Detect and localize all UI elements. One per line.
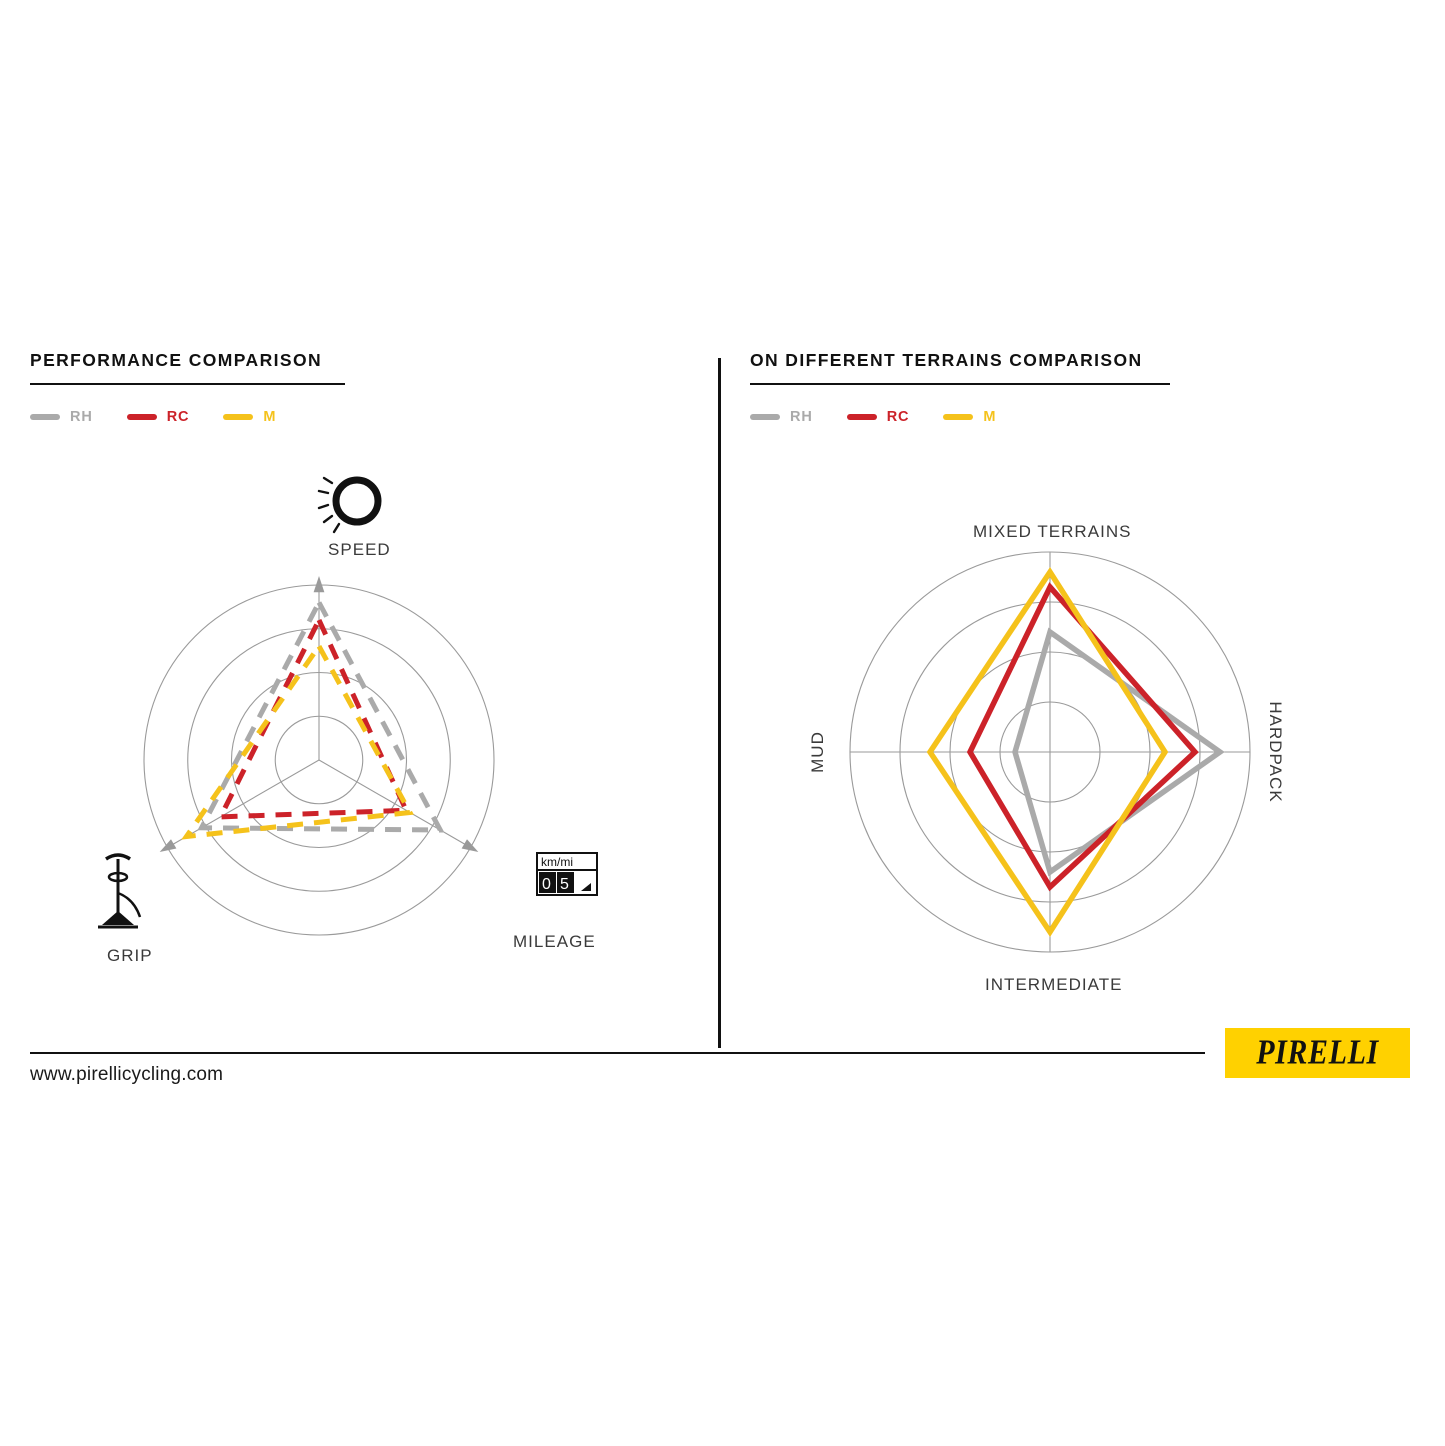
legend-swatch-rc-terrains	[847, 414, 877, 420]
axis-label-speed: SPEED	[328, 540, 391, 559]
performance-radar-svg	[40, 455, 680, 1015]
legend-swatch-m	[223, 414, 253, 420]
svg-text:km/mi: km/mi	[541, 855, 573, 869]
performance-comparison-panel	[30, 350, 690, 427]
radar-chart-performance	[40, 455, 680, 1015]
legend-item-rc[interactable]	[127, 409, 190, 425]
axis-arrow	[160, 839, 177, 852]
legend-swatch-rc	[127, 414, 157, 420]
svg-text:0: 0	[542, 876, 551, 893]
axis-label-mileage: MILEAGE	[513, 932, 596, 951]
legend-item-m-terrains[interactable]	[943, 409, 996, 425]
panel-title-performance: PERFORMANCE COMPARISON	[30, 350, 345, 385]
svg-text:5: 5	[560, 876, 569, 893]
legend-swatch-m-terrains	[943, 414, 973, 420]
legend-swatch-rh	[30, 414, 60, 420]
axis-label-grip: GRIP	[107, 946, 153, 965]
axis-arrow	[314, 576, 325, 592]
tire-icon	[319, 478, 378, 532]
panel-title-terrains: ON DIFFERENT TERRAINS COMPARISON	[750, 350, 1170, 385]
pirelli-logo-text: PIRELLI	[1256, 1033, 1379, 1072]
legend-label-m: M	[263, 409, 277, 425]
axis-spoke	[319, 760, 471, 848]
axis-label-hardpack: HARDPACK	[1266, 701, 1285, 803]
axis-label-mixed-terrains: MIXED TERRAINS	[973, 522, 1132, 541]
radar-series-performance	[186, 603, 440, 837]
axis-label-intermediate: INTERMEDIATE	[985, 975, 1123, 994]
legend-label-rc: RC	[166, 409, 190, 425]
legend-performance	[30, 407, 690, 427]
legend-label-rh-terrains: RH	[790, 409, 813, 425]
legend-swatch-rh-terrains	[750, 414, 780, 420]
pirelli-logo	[1225, 1028, 1410, 1078]
terrains-comparison-panel	[750, 350, 1410, 427]
panel-divider	[718, 358, 721, 1048]
terrains-radar-svg	[760, 455, 1400, 1015]
website-url[interactable]: www.pirellicycling.com	[30, 1064, 224, 1085]
legend-label-m-terrains: M	[983, 409, 997, 425]
legend-label-rh: RH	[70, 409, 93, 425]
legend-item-m[interactable]	[223, 409, 276, 425]
legend-terrains	[750, 407, 1410, 427]
legend-item-rc-terrains[interactable]	[847, 409, 910, 425]
radar-axes-terrains	[850, 552, 1250, 952]
series-polygon-rc	[970, 587, 1195, 887]
legend-item-rh-terrains[interactable]	[750, 409, 813, 425]
radar-chart-terrains	[760, 455, 1400, 1015]
axis-arrow	[462, 839, 479, 852]
floor-pump-icon	[98, 855, 140, 927]
legend-item-rh[interactable]	[30, 409, 93, 425]
legend-label-rc-terrains: RC	[886, 409, 910, 425]
footer-divider	[30, 1052, 1205, 1054]
axis-label-mud: MUD	[808, 731, 827, 773]
odometer-icon	[537, 853, 597, 895]
